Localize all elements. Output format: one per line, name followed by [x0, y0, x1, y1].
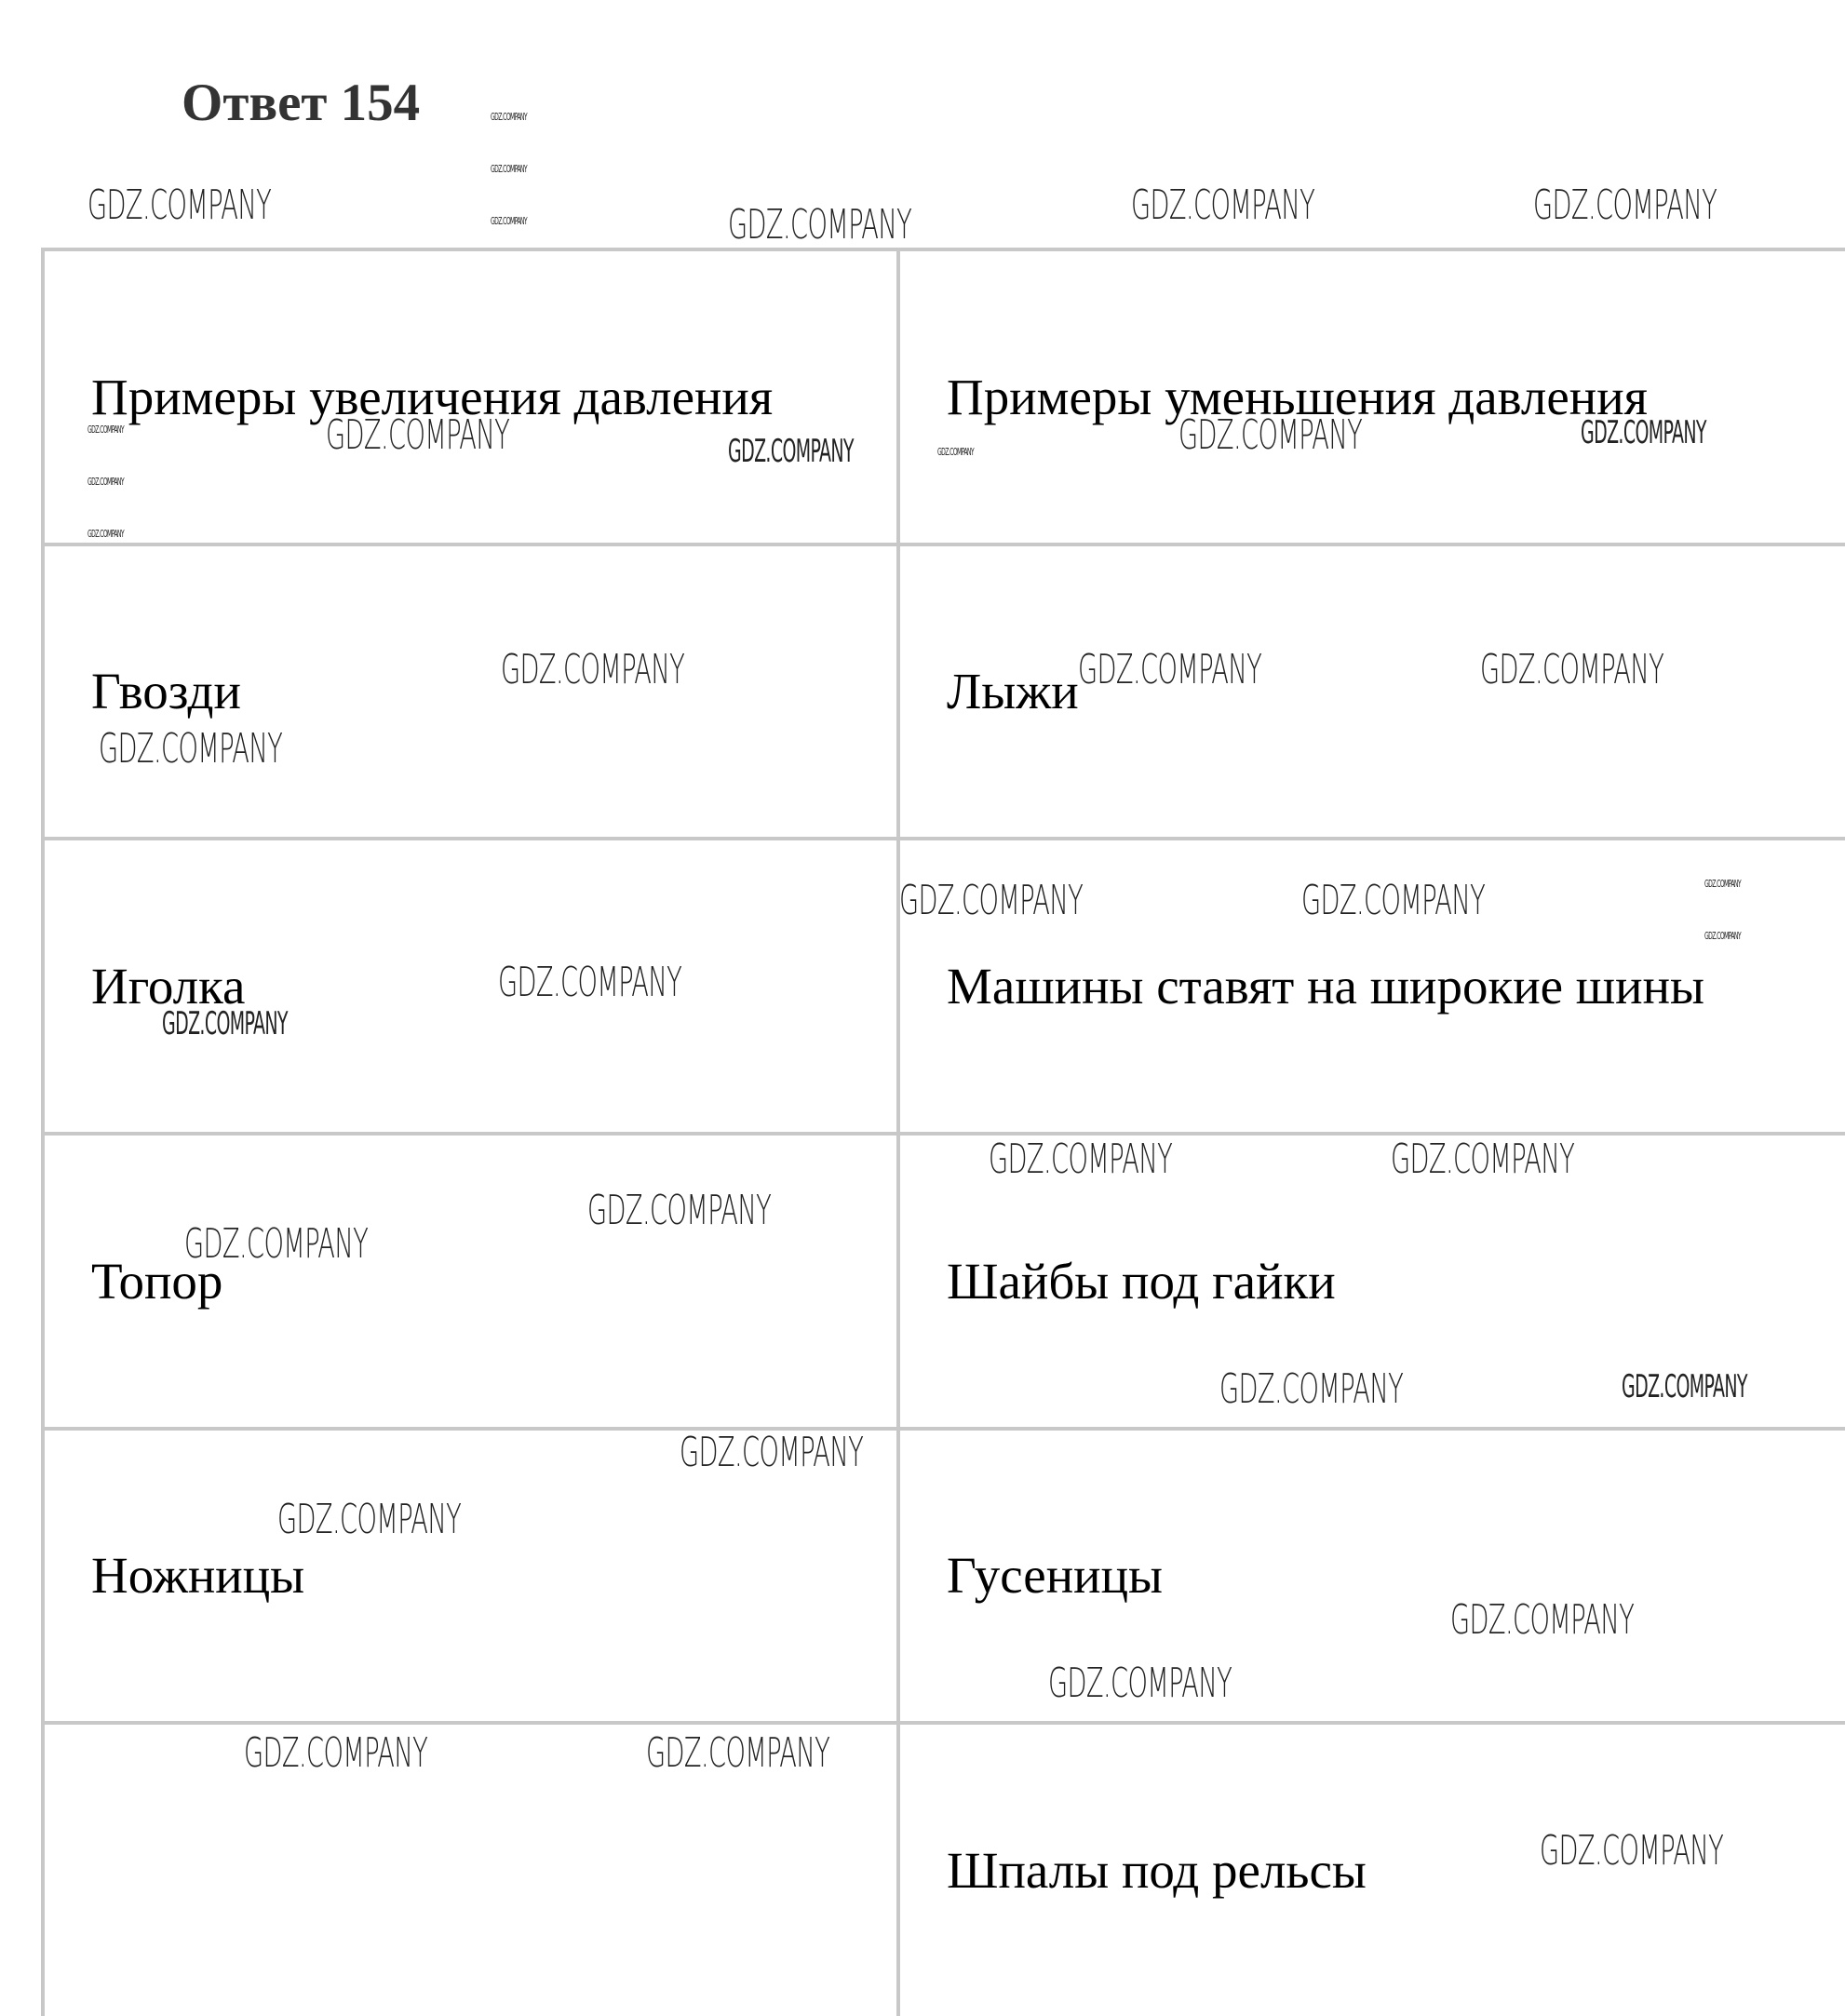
table-cell-left: Ножницы: [43, 1429, 898, 1724]
watermark: GDZ.COMPANY: [501, 646, 685, 693]
watermark: GDZ.COMPANY: [184, 1220, 369, 1268]
table-cell-right: Машины ставят на широкие шины: [898, 839, 1845, 1134]
watermark: GDZ.COMPANY: [326, 411, 510, 459]
watermark: GDZ.COMPANY: [88, 181, 272, 229]
watermark: GDZ.COMPANY: [491, 163, 528, 175]
watermark: GDZ.COMPANY: [99, 725, 283, 773]
watermark: GDZ.COMPANY: [680, 1429, 864, 1476]
watermark: GDZ.COMPANY: [1301, 877, 1486, 924]
watermark: GDZ.COMPANY: [646, 1729, 830, 1777]
watermark: GDZ.COMPANY: [1391, 1136, 1575, 1183]
watermark: GDZ.COMPANY: [1178, 411, 1363, 459]
table-row: [43, 544, 1845, 840]
watermark: GDZ.COMPANY: [989, 1136, 1173, 1183]
table-row: [43, 839, 1845, 1134]
table-cell-left: Гвозди: [43, 544, 898, 840]
answer-table: [41, 248, 1845, 2016]
watermark: GDZ.COMPANY: [498, 959, 682, 1006]
table-cell-right: Шайбы под гайки: [898, 1134, 1845, 1429]
watermark: GDZ.COMPANY: [88, 528, 125, 540]
watermark: GDZ.COMPANY: [277, 1496, 462, 1543]
watermark: GDZ.COMPANY: [1704, 930, 1742, 942]
watermark: GDZ.COMPANY: [1048, 1660, 1232, 1707]
watermark: GDZ.COMPANY: [1450, 1596, 1635, 1644]
header-increase-pressure: Примеры увеличения давления: [43, 249, 898, 544]
watermark: GDZ.COMPANY: [1078, 646, 1262, 693]
watermark: GDZ.COMPANY: [1622, 1368, 1747, 1405]
table-cell-right: Гусеницы: [898, 1429, 1845, 1724]
header-decrease-pressure: Примеры уменьшения давления: [898, 249, 1845, 544]
page-title: Ответ 154: [182, 74, 421, 132]
watermark: GDZ.COMPANY: [1704, 878, 1742, 890]
table-row: [43, 1134, 1845, 1429]
watermark: GDZ.COMPANY: [1131, 181, 1315, 229]
table-cell-right: Шпалы под рельсы: [898, 1723, 1845, 2016]
watermark: GDZ.COMPANY: [937, 446, 975, 458]
table-cell-left: Топор: [43, 1134, 898, 1429]
watermark: GDZ.COMPANY: [491, 111, 528, 123]
watermark: GDZ.COMPANY: [1581, 414, 1706, 451]
watermark: GDZ.COMPANY: [899, 877, 1084, 924]
watermark: GDZ.COMPANY: [491, 215, 528, 227]
watermark: GDZ.COMPANY: [244, 1729, 428, 1777]
watermark: GDZ.COMPANY: [728, 433, 854, 470]
watermark: GDZ.COMPANY: [1540, 1827, 1724, 1875]
watermark: GDZ.COMPANY: [88, 423, 125, 436]
watermark: GDZ.COMPANY: [728, 201, 912, 249]
table-row: [43, 1429, 1845, 1724]
table-header-row: [43, 249, 1845, 544]
watermark: GDZ.COMPANY: [1533, 181, 1717, 229]
watermark: GDZ.COMPANY: [1219, 1365, 1404, 1413]
table-cell-left: Иголка: [43, 839, 898, 1134]
watermark: GDZ.COMPANY: [587, 1187, 772, 1234]
watermark: GDZ.COMPANY: [162, 1005, 288, 1042]
watermark: GDZ.COMPANY: [88, 476, 125, 488]
table-cell-right: Лыжи: [898, 544, 1845, 840]
watermark: GDZ.COMPANY: [1480, 646, 1664, 693]
